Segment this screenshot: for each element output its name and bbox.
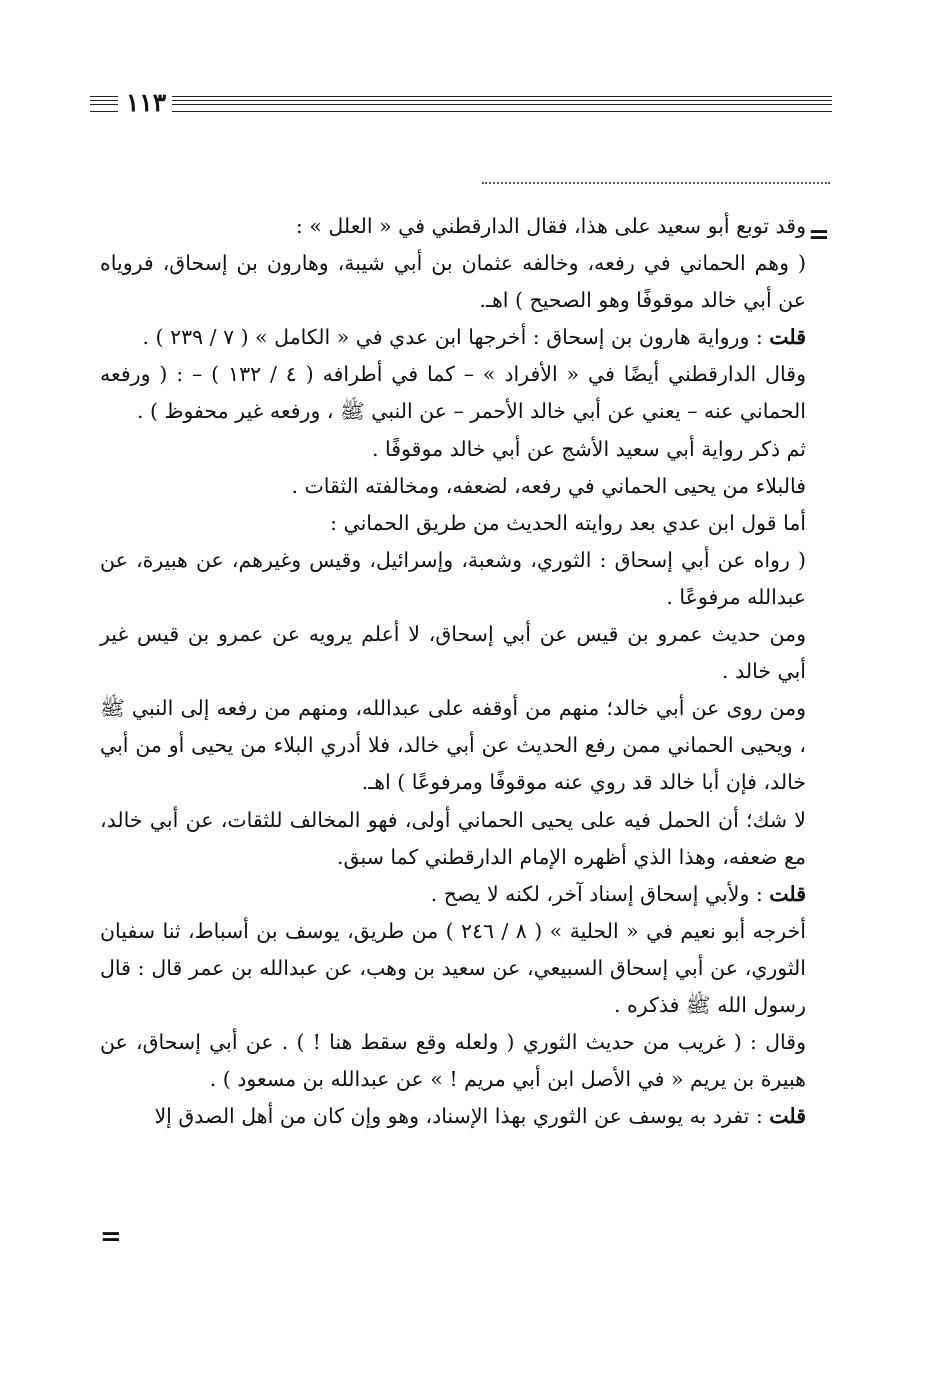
paragraph: أما قول ابن عدي بعد روايته الحديث من طريق الحماني : (330, 510, 806, 535)
paragraph: وقال : ( غريب من حديث الثوري ( ولعله وقع سقط هنا ! ) . عن أبي إسحاق، عن هبيرة بن يريم « في الأصل ابن أبي مريم ! » عن عبدالله بن مسعود ) . (100, 1030, 806, 1092)
main-text (100, 208, 806, 1135)
qult-lead: قلت (769, 325, 806, 350)
page-header (90, 88, 832, 118)
header-rule-left (90, 96, 118, 112)
qult-lead: قلت (769, 881, 806, 906)
paragraph: لا شك؛ أن الحمل فيه على يحيى الحماني أولى، فهو المخالف للثقات، عن أبي خالد، مع ضعفه، وهذا الذي أظهره الإمام الدارقطني كما سبق. (100, 807, 806, 869)
paragraph: أخرجه أبو نعيم في « الحلية » ( ٨ / ٢٤٦ ) من طريق، يوسف بن أسباط، ثنا سفيان الثوري، عن أبي إسحاق السبيعي، عن سعيد بن وهب، عن عبدالله بن عمر قال : قال رسول الله ﷺ فذكره . (100, 918, 806, 1017)
paragraph: قلت : ولأبي إسحاق إسناد آخر، لكنه لا يصح . (430, 881, 806, 906)
paragraph: ومن روى عن أبي خالد؛ منهم من أوقفه على عبدالله، ومنهم من رفعه إلى النبي ﷺ ، ويحيى الحماني ممن رفع الحديث عن أبي خالد، فلا أدري البلاء من يحيى أو من أبي خالد، فإن أبا خالد قد روي عنه موقوفًا ومرفوعًا ) اهـ. (100, 696, 806, 795)
continuation-mark-top: = (808, 220, 830, 250)
paragraph: ومن حديث عمرو بن قيس عن أبي إسحاق، لا أعلم يرويه عن عمرو بن قيس غير أبي خالد . (100, 622, 806, 684)
paragraph: فالبلاء من يحيى الحماني في رفعه، لضعفه، ومخالفته الثقات . (291, 473, 806, 498)
continuation-mark-bottom: = (100, 1222, 122, 1252)
paragraph: ( رواه عن أبي إسحاق : الثوري، وشعبة، وإسرائيل، وقيس وغيرهم، عن هبيرة، عن عبدالله مرفوعًا . (100, 547, 806, 609)
paragraph: قلت : تفرد به يوسف عن الثوري بهذا الإسناد، وهو وإن كان من أهل الصدق إلا (154, 1104, 806, 1129)
header-rule-right (172, 96, 832, 112)
footnote-separator (482, 182, 830, 184)
paragraph: قلت : ورواية هارون بن إسحاق : أخرجها ابن عدي في « الكامل » ( ٧ / ٢٣٩ ) . (142, 325, 806, 350)
page-number: ١١٣ (125, 88, 167, 117)
paragraph: ( وهم الحماني في رفعه، وخالفه عثمان بن أبي شيبة، وهارون بن إسحاق، فروياه عن أبي خالد موقوفًا وهو الصحيح ) اهـ. (100, 251, 806, 313)
paragraph: وقال الدارقطني أيضًا في « الأفراد » – كما في أطرافه ( ٤ / ١٣٢ ) – : ( ورفعه الحماني عنه – يعني عن أبي خالد الأحمر – عن النبي ﷺ ، ورفعه غير محفوظ ) . (100, 362, 806, 424)
paragraph: ثم ذكر رواية أبي سعيد الأشج عن أبي خالد موقوفًا . (372, 436, 806, 461)
qult-lead: قلت (769, 1104, 806, 1129)
paragraph: وقد توبع أبو سعيد على هذا، فقال الدارقطني في « العلل » : (295, 214, 806, 238)
